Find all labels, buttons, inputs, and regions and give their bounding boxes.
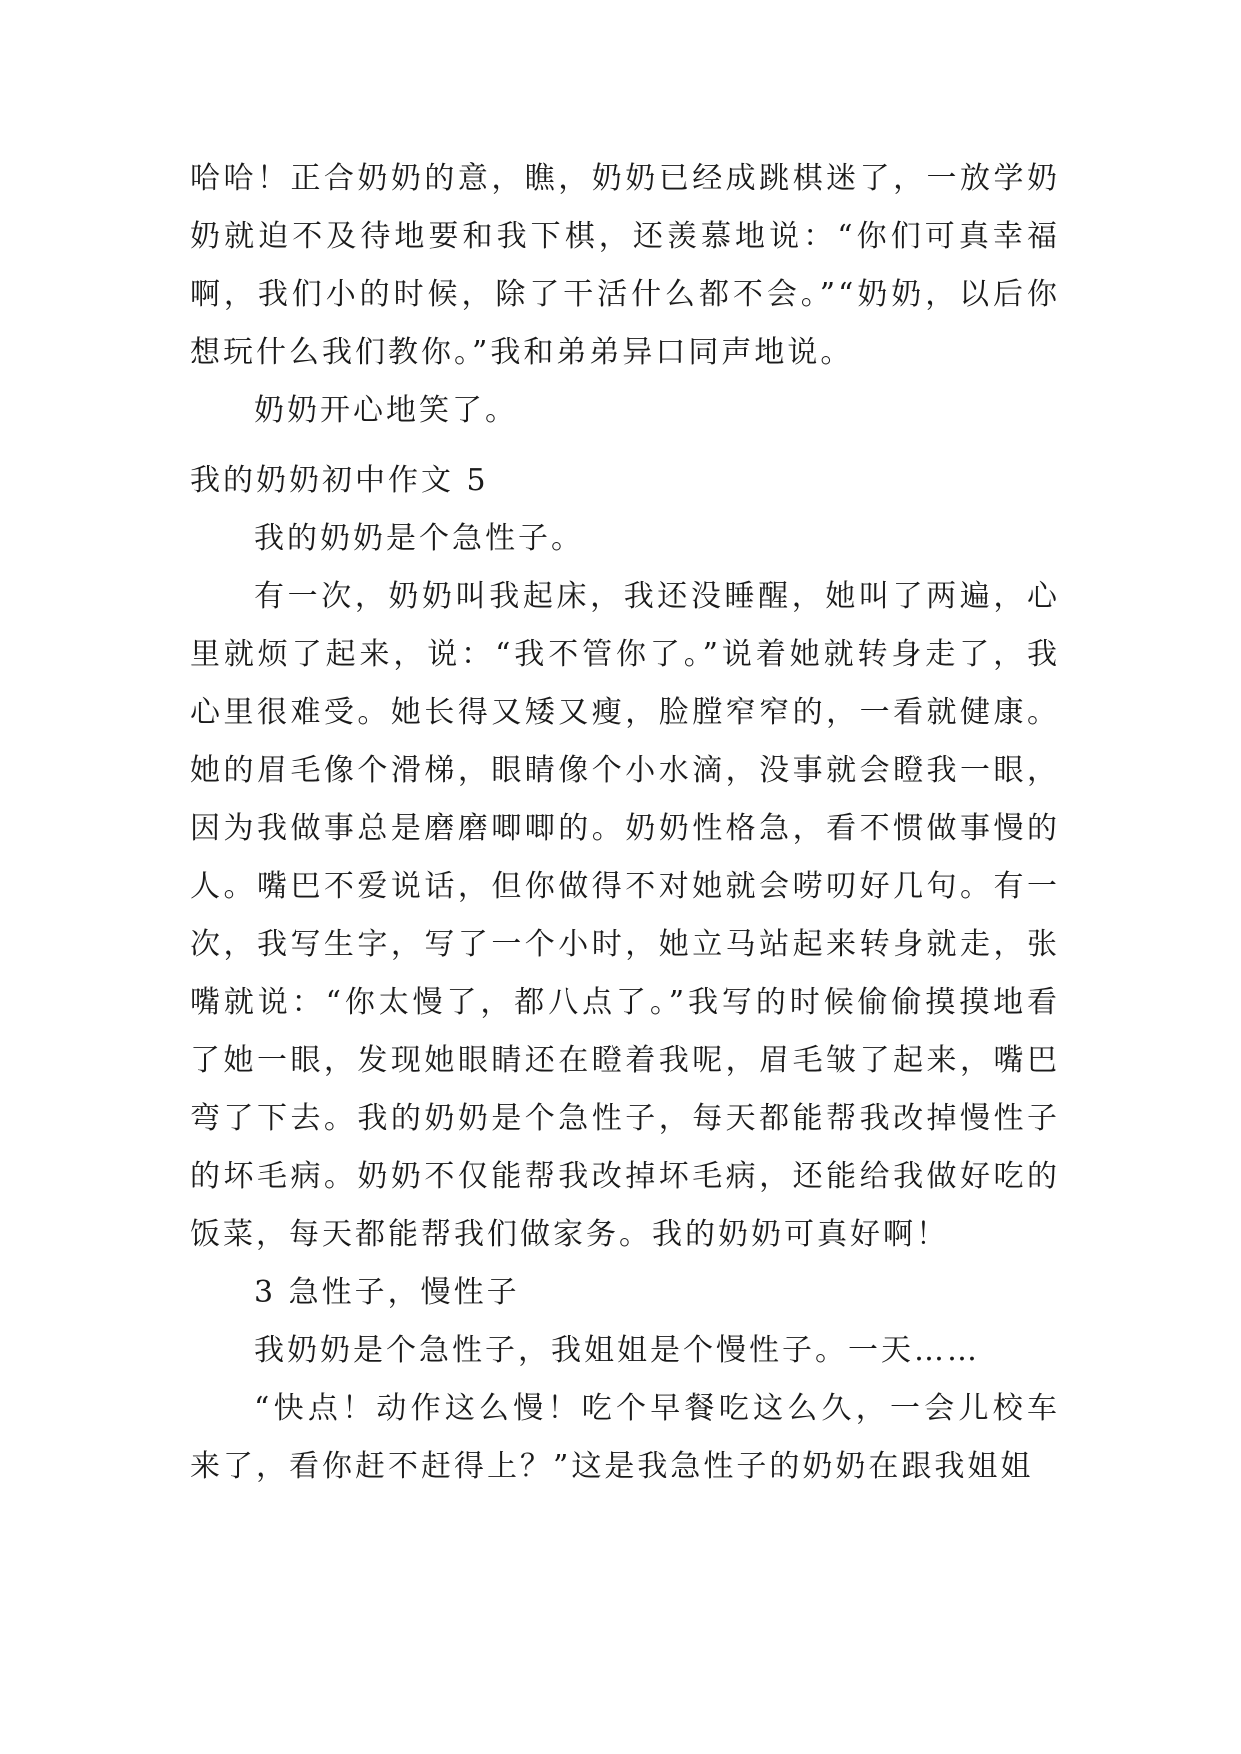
paragraph-impatient-grandma: 我的奶奶是个急性子。 [254,521,584,556]
essay-5-section [190,452,1060,1496]
essay-title: 我的奶奶初中作文 5 [190,463,489,498]
paragraph-hurry-up: “快点！动作这么慢！吃个早餐吃这么久，一会儿校车来了，看你赶不赶得上？”这是我急性子的奶奶在跟我姐姐 [190,1391,1060,1484]
paragraph-grandma-checkers: 哈哈！正合奶奶的意，瞧，奶奶已经成跳棋迷了，一放学奶奶就迫不及待地要和我下棋，还羡慕地说：“你们可真幸福啊，我们小的时候，除了干活什么都不会。”“奶奶，以后你想玩什么我们教你。”我和弟弟异口同声地说。 [190,161,1060,370]
top-section [190,150,1060,440]
paragraph-grandma-laughed: 奶奶开心地笑了。 [254,393,518,428]
essay-subtitle: 3 急性子，慢性子 [254,1275,520,1310]
paragraph-grandma-and-sister: 我奶奶是个急性子，我姐姐是个慢性子。一天…… [254,1333,980,1368]
paragraph-wake-up-story: 有一次，奶奶叫我起床，我还没睡醒，她叫了两遍，心里就烦了起来，说：“我不管你了。”说着她就转身走了，我心里很难受。她长得又矮又瘦，脸膛窄窄的，一看就健康。她的眉毛像个滑梯，眼睛像个小水滴，没事就会瞪我一眼，因为我做事总是磨磨唧唧的。奶奶性格急，看不惯做事慢的人。嘴巴不爱说话，但你做得不对她就会唠叨好几句。有一次，我写生字，写了一个小时，她立马站起来转身就走，张嘴就说：“你太慢了，都八点了。”我写的时候偷偷摸摸地看了她一眼，发现她眼睛还在瞪着我呢，眉毛皱了起来，嘴巴弯了下去。我的奶奶是个急性子，每天都能帮我改掉慢性子的坏毛病。奶奶不仅能帮我改掉坏毛病，还能给我做好吃的饭菜，每天都能帮我们做家务。我的奶奶可真好啊！ [190,579,1060,1252]
